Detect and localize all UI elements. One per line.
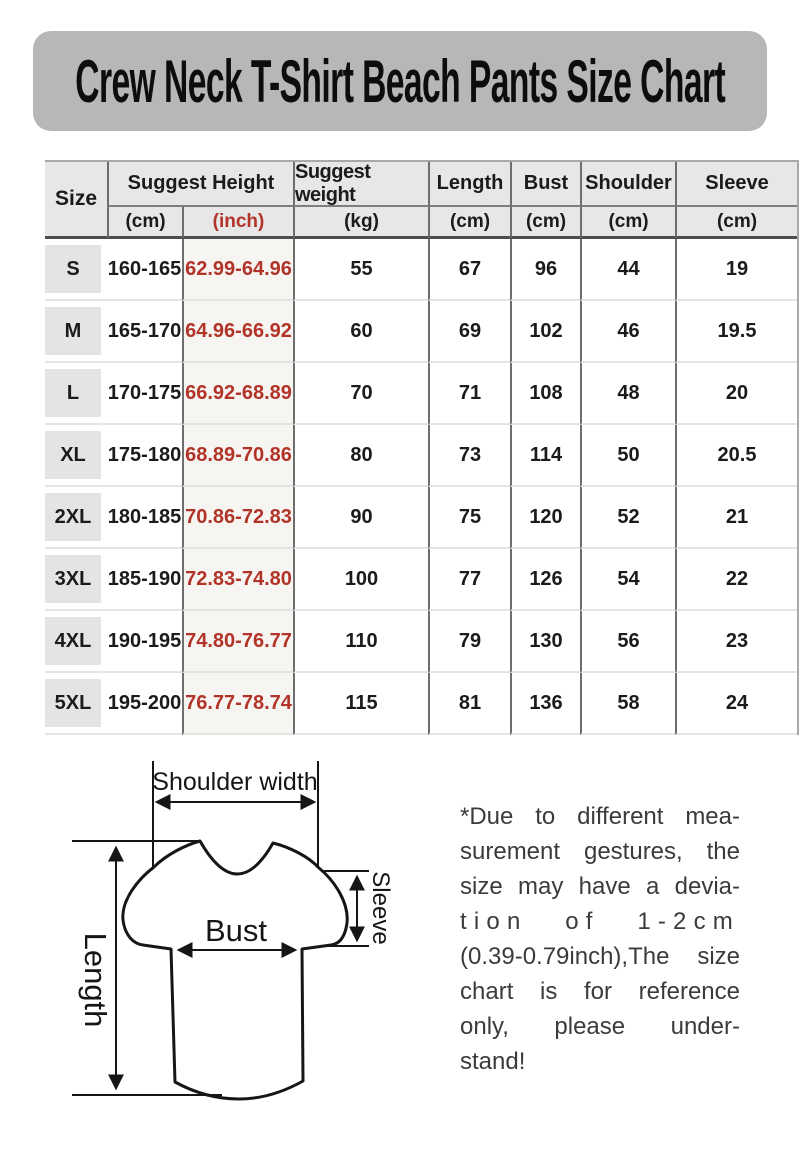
- height-inch-cell: 72.83-74.80: [182, 549, 293, 611]
- height-cm-cell: 160-165: [107, 239, 182, 301]
- height-inch-cell: 66.92-68.89: [182, 363, 293, 425]
- length-cell: 77: [428, 549, 510, 611]
- bust-cell: 126: [510, 549, 580, 611]
- size-cell: [45, 487, 107, 549]
- bust-label: Bust: [204, 913, 268, 948]
- length-cell: 75: [428, 487, 510, 549]
- height-cm-cell: 170-175: [107, 363, 182, 425]
- disclaimer-line: tion of 1-2cm: [460, 908, 740, 935]
- sleeve-cell: 21: [675, 487, 797, 549]
- disclaimer-line: surement gestures, the: [460, 838, 740, 865]
- col-header-bust: Bust: [510, 162, 580, 207]
- length-label: Length: [78, 932, 113, 1028]
- length-cell: 67: [428, 239, 510, 301]
- size-cell: [45, 239, 107, 301]
- size-cell: [45, 549, 107, 611]
- col-header-suggest-weight: Suggest weight: [293, 162, 428, 207]
- shoulder-cell: 48: [580, 363, 675, 425]
- weight-kg-cell: 110: [293, 611, 428, 673]
- disclaimer-line: stand!: [460, 1048, 526, 1075]
- length-cell: 69: [428, 301, 510, 363]
- bust-cell: 114: [510, 425, 580, 487]
- bust-cell: 108: [510, 363, 580, 425]
- size-cell: [45, 425, 107, 487]
- shoulder-cell: 54: [580, 549, 675, 611]
- size-badge: XL: [45, 431, 101, 479]
- length-cell: 71: [428, 363, 510, 425]
- shoulder-cell: 44: [580, 239, 675, 301]
- bust-cell: 130: [510, 611, 580, 673]
- sleeve-cell: 20.5: [675, 425, 797, 487]
- title-banner: [33, 31, 767, 131]
- disclaimer-line: *Due to different mea-: [460, 803, 740, 830]
- col-header-sleeve: Sleeve: [675, 162, 797, 207]
- length-cell: 73: [428, 425, 510, 487]
- size-badge: M: [45, 307, 101, 355]
- sleeve-cell: 23: [675, 611, 797, 673]
- col-header-size: Size: [45, 162, 107, 239]
- size-badge: 3XL: [45, 555, 101, 603]
- weight-kg-cell: 90: [293, 487, 428, 549]
- disclaimer-line: (0.39-0.79inch),The size: [460, 943, 740, 970]
- tshirt-outline: [123, 841, 347, 1099]
- unit-height-cm: (cm): [107, 207, 182, 239]
- disclaimer-line: size may have a devia-: [460, 873, 740, 900]
- size-badge: 2XL: [45, 493, 101, 541]
- height-inch-cell: 64.96-66.92: [182, 301, 293, 363]
- tshirt-diagram: [55, 758, 405, 1143]
- bust-cell: 120: [510, 487, 580, 549]
- unit-shoulder-cm: (cm): [580, 207, 675, 239]
- size-cell: [45, 673, 107, 735]
- size-badge: S: [45, 245, 101, 293]
- col-header-suggest-height: Suggest Height: [107, 162, 293, 207]
- sleeve-cell: 22: [675, 549, 797, 611]
- sleeve-label: Sleeve: [367, 871, 394, 945]
- weight-kg-cell: 70: [293, 363, 428, 425]
- shoulder-cell: 46: [580, 301, 675, 363]
- weight-kg-cell: 115: [293, 673, 428, 735]
- height-cm-cell: 180-185: [107, 487, 182, 549]
- shoulder-width-label: Shoulder width: [152, 768, 318, 796]
- height-cm-cell: 190-195: [107, 611, 182, 673]
- col-header-length: Length: [428, 162, 510, 207]
- size-cell: [45, 363, 107, 425]
- length-cell: 79: [428, 611, 510, 673]
- disclaimer-line: chart is for reference: [460, 978, 740, 1005]
- sleeve-cell: 19: [675, 239, 797, 301]
- unit-length-cm: (cm): [428, 207, 510, 239]
- size-cell: [45, 611, 107, 673]
- sleeve-cell: 20: [675, 363, 797, 425]
- unit-bust-cm: (cm): [510, 207, 580, 239]
- size-cell: [45, 301, 107, 363]
- height-cm-cell: 175-180: [107, 425, 182, 487]
- sleeve-cell: 24: [675, 673, 797, 735]
- bust-cell: 136: [510, 673, 580, 735]
- height-inch-cell: 68.89-70.86: [182, 425, 293, 487]
- weight-kg-cell: 60: [293, 301, 428, 363]
- disclaimer-line: only, please under-: [460, 1013, 740, 1040]
- unit-sleeve-cm: (cm): [675, 207, 797, 239]
- shoulder-cell: 58: [580, 673, 675, 735]
- weight-kg-cell: 55: [293, 239, 428, 301]
- bust-cell: 96: [510, 239, 580, 301]
- unit-height-inch: (inch): [182, 207, 293, 239]
- height-cm-cell: 185-190: [107, 549, 182, 611]
- shoulder-cell: 50: [580, 425, 675, 487]
- weight-kg-cell: 80: [293, 425, 428, 487]
- col-header-shoulder: Shoulder: [580, 162, 675, 207]
- height-inch-cell: 62.99-64.96: [182, 239, 293, 301]
- height-cm-cell: 165-170: [107, 301, 182, 363]
- size-table: [45, 160, 799, 735]
- size-badge: 4XL: [45, 617, 101, 665]
- height-inch-cell: 70.86-72.83: [182, 487, 293, 549]
- height-inch-cell: 74.80-76.77: [182, 611, 293, 673]
- height-inch-cell: 76.77-78.74: [182, 673, 293, 735]
- height-cm-cell: 195-200: [107, 673, 182, 735]
- bust-cell: 102: [510, 301, 580, 363]
- shoulder-cell: 56: [580, 611, 675, 673]
- page-title: Crew Neck T-Shirt Beach Pants Size Chart: [75, 47, 725, 115]
- length-cell: 81: [428, 673, 510, 735]
- unit-weight-kg: (kg): [293, 207, 428, 239]
- sleeve-cell: 19.5: [675, 301, 797, 363]
- weight-kg-cell: 100: [293, 549, 428, 611]
- size-badge: L: [45, 369, 101, 417]
- size-badge: 5XL: [45, 679, 101, 727]
- shoulder-cell: 52: [580, 487, 675, 549]
- disclaimer-note: [460, 799, 740, 1079]
